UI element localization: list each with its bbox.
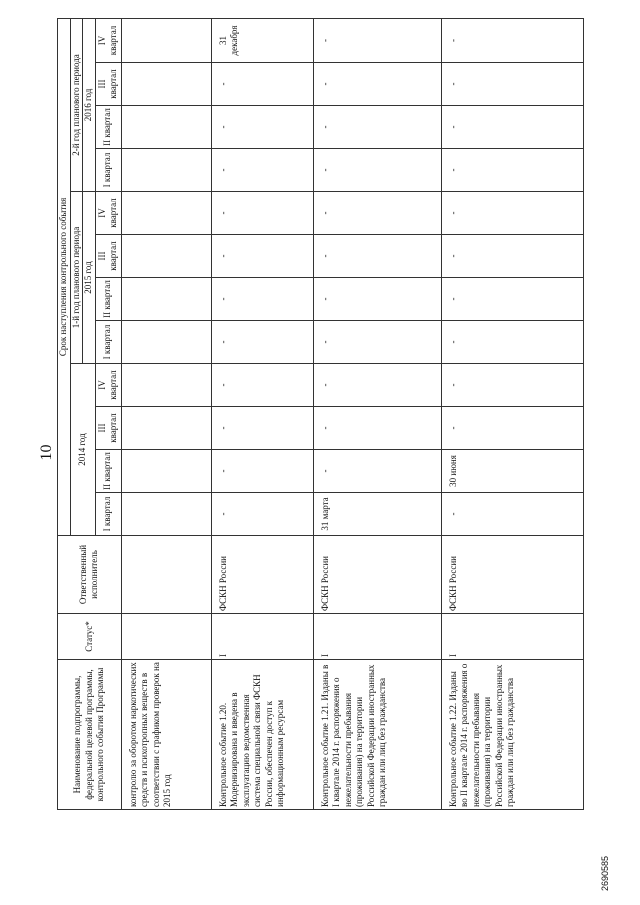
dash-cell: - xyxy=(441,364,583,407)
table-row xyxy=(121,18,211,809)
row-name-cell: Контрольное событие 1.22. Изданы во II квартале 2014 г. распоряжения о нежелательности пребывания (проживания) на территории Российской Федерации иностранных граждан или лиц без гражданства xyxy=(441,660,583,810)
header-name: Наименование подпрограммы, федеральной целевой программы, контрольного события Программы xyxy=(58,660,122,810)
header-executor: Ответственный исполнитель xyxy=(58,536,122,614)
dash-cell: - xyxy=(211,192,313,235)
dash-cell: - xyxy=(441,192,583,235)
document-stamp: 2690585 xyxy=(600,855,610,891)
date-cell: 30 июня xyxy=(441,450,583,493)
dash-cell: - xyxy=(313,106,441,149)
quarter-header: I квартал xyxy=(95,149,121,192)
dash-cell: - xyxy=(313,63,441,106)
dash-cell: - xyxy=(441,149,583,192)
dash-cell: - xyxy=(313,450,441,493)
row-status-cell: I xyxy=(313,614,441,660)
empty-cell xyxy=(121,106,211,149)
dash-cell: - xyxy=(211,278,313,321)
header-period2: 2-й год планового периода xyxy=(70,18,83,191)
quarter-header: IV квартал xyxy=(95,364,121,407)
header-year-2016: 2016 год xyxy=(83,18,96,191)
quarter-header: IV квартал xyxy=(95,192,121,235)
dash-cell: - xyxy=(211,63,313,106)
row-executor-cell: ФСКН России xyxy=(211,536,313,614)
empty-cell xyxy=(121,278,211,321)
dash-cell: - xyxy=(441,278,583,321)
row-executor-cell: ФСКН России xyxy=(441,536,583,614)
quarter-header: I квартал xyxy=(95,493,121,536)
header-status: Статус* xyxy=(58,614,122,660)
dash-cell: - xyxy=(313,278,441,321)
row-executor-cell: ФСКН России xyxy=(313,536,441,614)
quarter-header: II квартал xyxy=(95,278,121,321)
dash-cell: - xyxy=(211,106,313,149)
empty-cell xyxy=(121,493,211,536)
control-events-table xyxy=(57,18,584,810)
header-year-2014: 2014 год xyxy=(70,364,95,536)
empty-cell xyxy=(121,364,211,407)
dash-cell: - xyxy=(313,235,441,278)
dash-cell: - xyxy=(211,149,313,192)
table-row xyxy=(441,18,583,809)
dash-cell: - xyxy=(441,106,583,149)
quarter-header: IV квартал xyxy=(95,18,121,62)
quarter-header: II квартал xyxy=(95,106,121,149)
dash-cell: - xyxy=(313,321,441,364)
quarter-header: III квартал xyxy=(95,63,121,106)
dash-cell: - xyxy=(441,18,583,62)
dash-cell: - xyxy=(211,364,313,407)
quarter-header: I квартал xyxy=(95,321,121,364)
dash-cell: - xyxy=(313,364,441,407)
dash-cell: - xyxy=(441,321,583,364)
header-term: Срок наступления контрольного события xyxy=(58,18,71,535)
dash-cell: - xyxy=(211,450,313,493)
row-status-cell xyxy=(121,614,211,660)
dash-cell: - xyxy=(313,149,441,192)
dash-cell: - xyxy=(313,18,441,62)
dash-cell: - xyxy=(313,407,441,450)
dash-cell: - xyxy=(441,493,583,536)
dash-cell: - xyxy=(211,321,313,364)
dash-cell: - xyxy=(441,407,583,450)
quarter-header: III квартал xyxy=(95,407,121,450)
date-cell: 31 марта xyxy=(313,493,441,536)
empty-cell xyxy=(121,149,211,192)
row-status-cell: I xyxy=(441,614,583,660)
page-number: 10 xyxy=(38,444,55,461)
row-executor-cell xyxy=(121,536,211,614)
empty-cell xyxy=(121,235,211,278)
header-period1: 1-й год планового периода xyxy=(70,192,83,364)
empty-cell xyxy=(121,321,211,364)
dash-cell: - xyxy=(211,407,313,450)
row-name-cell: контролю за оборотом наркотических средств и психотропных веществ в соответствии с графиком проверок на 2015 год xyxy=(121,660,211,810)
quarter-header: II квартал xyxy=(95,450,121,493)
empty-cell xyxy=(121,63,211,106)
quarter-header: III квартал xyxy=(95,235,121,278)
dash-cell: - xyxy=(441,235,583,278)
dash-cell: - xyxy=(211,235,313,278)
table-row xyxy=(313,18,441,809)
dash-cell: - xyxy=(441,63,583,106)
header-year-2015: 2015 год xyxy=(83,192,96,364)
table-body xyxy=(121,18,583,809)
row-name-cell: Контрольное событие 1.21. Изданы в I квартале 2014 г. распоряжения о нежелательности пребывания (проживания) на территории Российской Федерации иностранных граждан или лиц без гражданства xyxy=(313,660,441,810)
empty-cell xyxy=(121,407,211,450)
empty-cell xyxy=(121,450,211,493)
row-name-cell: Контрольное событие 1.20. Модернизирована и введена в эксплуатацию ведомственная система специальной связи ФСКН России, обеспечен доступ к информационным ресурсам xyxy=(211,660,313,810)
dash-cell: - xyxy=(313,192,441,235)
table-row xyxy=(211,18,313,809)
dash-cell: - xyxy=(211,493,313,536)
empty-cell xyxy=(121,18,211,62)
row-status-cell: I xyxy=(211,614,313,660)
date-cell: 31 декабря xyxy=(211,18,313,62)
empty-cell xyxy=(121,192,211,235)
